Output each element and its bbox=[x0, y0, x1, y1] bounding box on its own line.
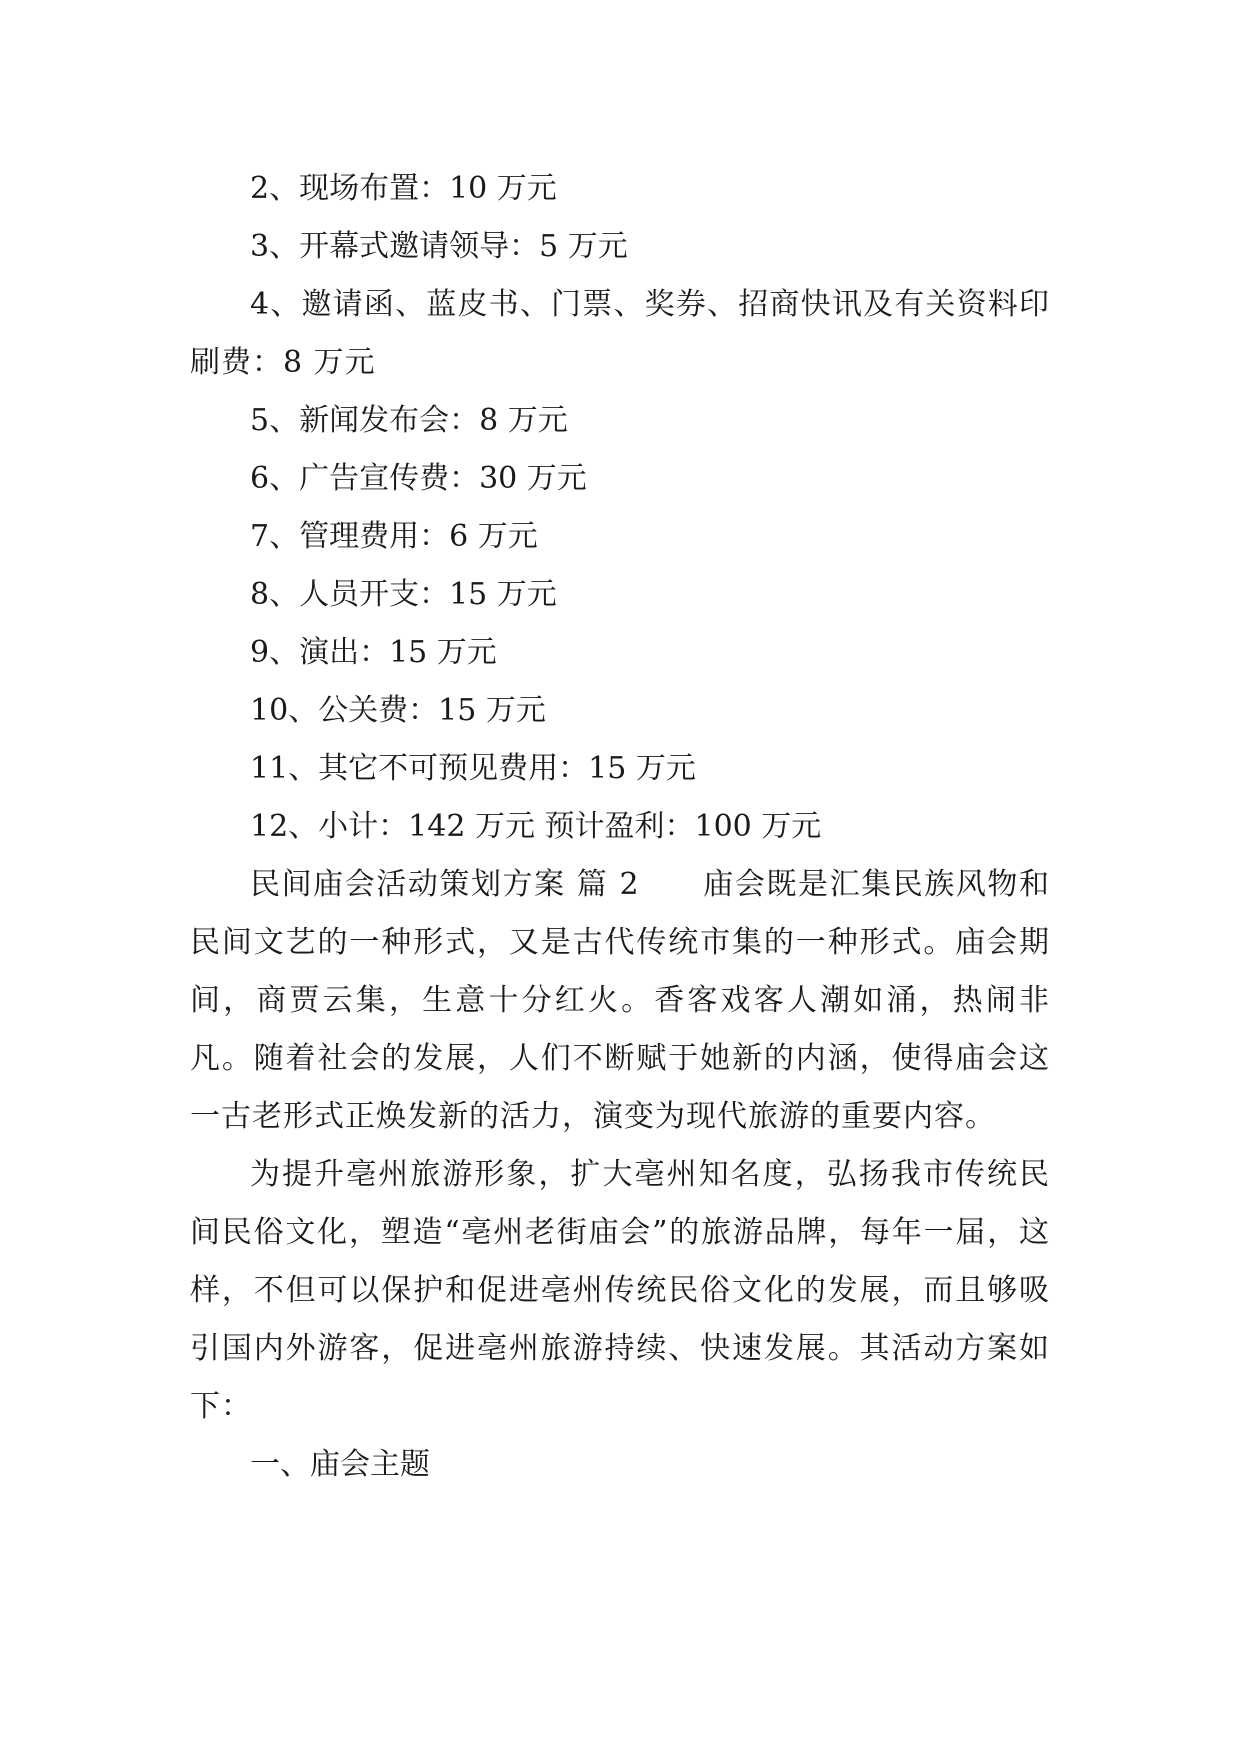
budget-item: 4、邀请函、蓝皮书、门票、奖券、招商快讯及有关资料印刷费：8 万元 bbox=[190, 287, 1050, 380]
budget-item: 10、公关费：15 万元 bbox=[250, 693, 546, 728]
budget-item: 6、广告宣传费：30 万元 bbox=[250, 461, 587, 496]
section-heading: 一、庙会主题 bbox=[250, 1447, 430, 1482]
budget-item: 7、管理费用：6 万元 bbox=[250, 519, 538, 554]
budget-item: 5、新闻发布会：8 万元 bbox=[250, 403, 568, 438]
document-body bbox=[190, 160, 1050, 1494]
budget-item: 8、人员开支：15 万元 bbox=[250, 577, 557, 612]
budget-item: 9、演出：15 万元 bbox=[250, 635, 497, 670]
paragraph-purpose: 为提升亳州旅游形象，扩大亳州知名度，弘扬我市传统民间民俗文化，塑造“亳州老街庙会”的旅游品牌，每年一届，这样，不但可以保护和促进亳州传统民俗文化的发展，而且够吸引国内外游客，促进亳州旅游持续、快速发展。其活动方案如下： bbox=[190, 1157, 1050, 1424]
paragraph-intro: 民间庙会活动策划方案 篇 2 庙会既是汇集民族风物和民间文艺的一种形式，又是古代传统市集的一种形式。庙会期间，商贾云集，生意十分红火。香客戏客人潮如涌，热闹非凡。随着社会的发展，人们不断赋于她新的内涵，使得庙会这一古老形式正焕发新的活力，演变为现代旅游的重要内容。 bbox=[190, 867, 1050, 1134]
budget-item: 3、开幕式邀请领导：5 万元 bbox=[250, 229, 628, 264]
budget-subtotal: 12、小计：142 万元 预计盈利：100 万元 bbox=[250, 809, 822, 844]
budget-item: 2、现场布置：10 万元 bbox=[250, 171, 557, 206]
budget-item: 11、其它不可预见费用：15 万元 bbox=[250, 751, 696, 786]
